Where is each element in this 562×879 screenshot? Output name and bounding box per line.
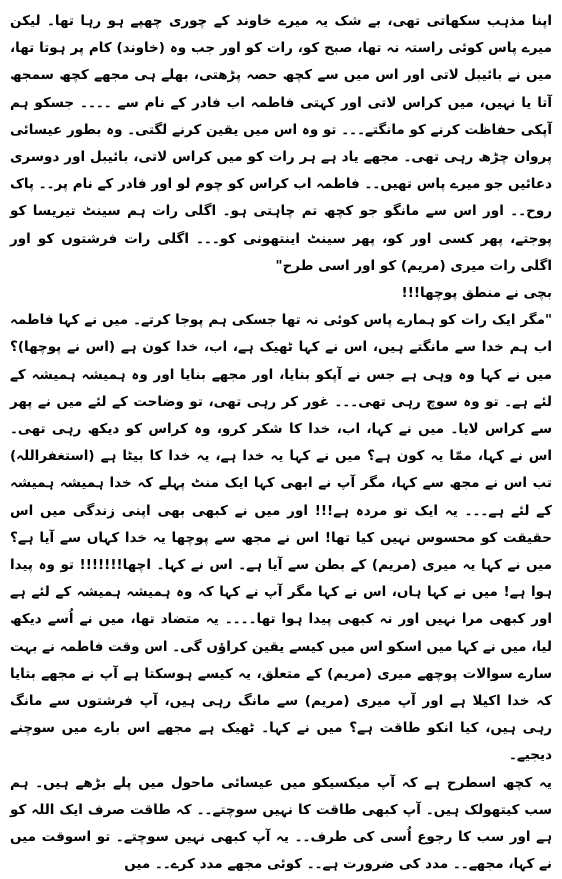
paragraph-2: بچی نے منطق پوچھا!!!: [401, 285, 552, 302]
paragraph-3: "مگر ایک رات کو ہمارے پاس کوئی نہ تھا جسکی ہم پوجا کرتے۔ میں نے کہا فاطمہ اب ہم خدا سے مانگتے ہیں، اس نے کہا ٹھیک ہے، اب، خدا کون ہے (اس نے پوچھا)؟ میں نے کہا وہ وہی ہے جس نے آپکو بنایا، اور مجھے بنایا اور وہ ہمیشہ ہمیشہ کے لئے ہے۔ تو وہ سوچ رہی تھی۔۔۔ غور کر رہی تھی، تو وضاحت کے لئے میں نے پھر سے کراس لایا۔ میں نے کہا، اب، خدا کا شکر کرو، وہ کراس کو دیکھ رہی تھی۔ اس نے کہا، ممّا یہ کون ہے؟ میں نے کہا یہ خدا ہے، یہ خدا کا بیٹا ہے (استغفراللہ) تب اس نے مجھ سے کہا، مگر آپ نے ابھی کہا ایک منٹ پہلے کہ خدا ہمیشہ ہمیشہ کے لئے ہے۔۔۔ یہ ایک تو مردہ ہے!!! اور میں نے کبھی بھی اپنی زندگی میں اس حقیقت کو محسوس نہیں کیا تھا! اس نے مجھ سے پوچھا یہ خدا کہاں سے آیا ہے؟ میں نے کہا یہ میری (مریم) کے بطن سے آیا ہے۔ اس نے کہا۔ اچھا!!!!!!! تو وہ پیدا ہوا ہے! میں نے کہا ہاں، اس نے کہا مگر آپ نے کہا کہ وہ ہمیشہ ہمیشہ کے لئے ہے اور کبھی مرا نہیں اور نہ کبھی پیدا ہوا تھا۔۔۔۔ یہ متضاد تھا، میں نے اُسے دیکھ لیا، میں نے کہا میں اسکو اس میں کیسے یقین کراؤں گی۔ اس وقت فاطمہ نے بہت سارے سوالات پوچھے میری (مریم) کے متعلق، یہ کیسے ہوسکتا ہے آپ نے مجھے بتایا کہ خدا اکیلا ہے اور آپ میری (مریم) سے مانگ رہی ہیں، آپ فرشتوں سے مانگ رہی ہیں، کیا انکو طاقت ہے؟ میں نے کہا۔ ٹھیک ہے مجھے اس بارے میں سوچنے دیجیے۔: [10, 312, 552, 764]
document-text: [10, 8, 552, 879]
paragraph-1: اپنا مذہب سکھاتی تھی، بے شک یہ میرے خاوند کے چوری چھپے ہو رہا تھا۔ لیکن میرے پاس کوئی راستہ نہ تھا، صبح کو، رات کو اور جب وہ (خاوند) کام پر ہوتا تھا، میں نے بائیبل لاتی اور اس میں سے کچھ حصہ پڑھتی، بھلے ہی مجھے کچھ سمجھ آتا یا نہیں، میں کراس لاتی اور کہتی فاطمہ اب فادر کے نام سے ۔۔۔۔ جسکو ہم آپکی حفاظت کرنے کو مانگتے۔۔۔ تو وہ اس میں یقین کرنے لگتی۔ وہ بطور عیسائی پروان چڑھ رہی تھی۔ مجھے یاد ہے ہر رات کو میں کراس لاتی، بائیبل اور دوسری دعائیں جو میرے پاس تھیں۔۔ فاطمہ اب کراس کو چوم لو اور فادر کے نام پر۔۔ پاک روح۔۔ اور اس سے مانگو جو کچھ تم چاہتی ہو۔ اگلی رات ہم سینٹ تیریسا کو پوجتے، پھر کسی اور کو، پھر سینٹ اینتھونی کو۔۔۔ اگلی رات فرشتوں کو اور اگلی رات میری (مریم) کو اور اسی طرح": [10, 13, 552, 274]
paragraph-4: یہ کچھ اسطرح ہے کہ آپ میکسیکو میں عیسائی ماحول میں پلے بڑھے ہیں۔ ہم سب کیتھولک ہیں۔ آپ کبھی طاقت کا نہیں سوچتے۔۔ کہ طاقت صرف ایک اللہ کو ہے اور سب کا رجوع اُسی کی طرف۔۔ یہ آپ کبھی نہیں سوچتے۔ تو اسوقت میں نے کہا، مجھے۔۔ مدد کی ضرورت ہے۔۔ کوئی مجھے مدد کرے۔۔ میں: [10, 774, 552, 873]
